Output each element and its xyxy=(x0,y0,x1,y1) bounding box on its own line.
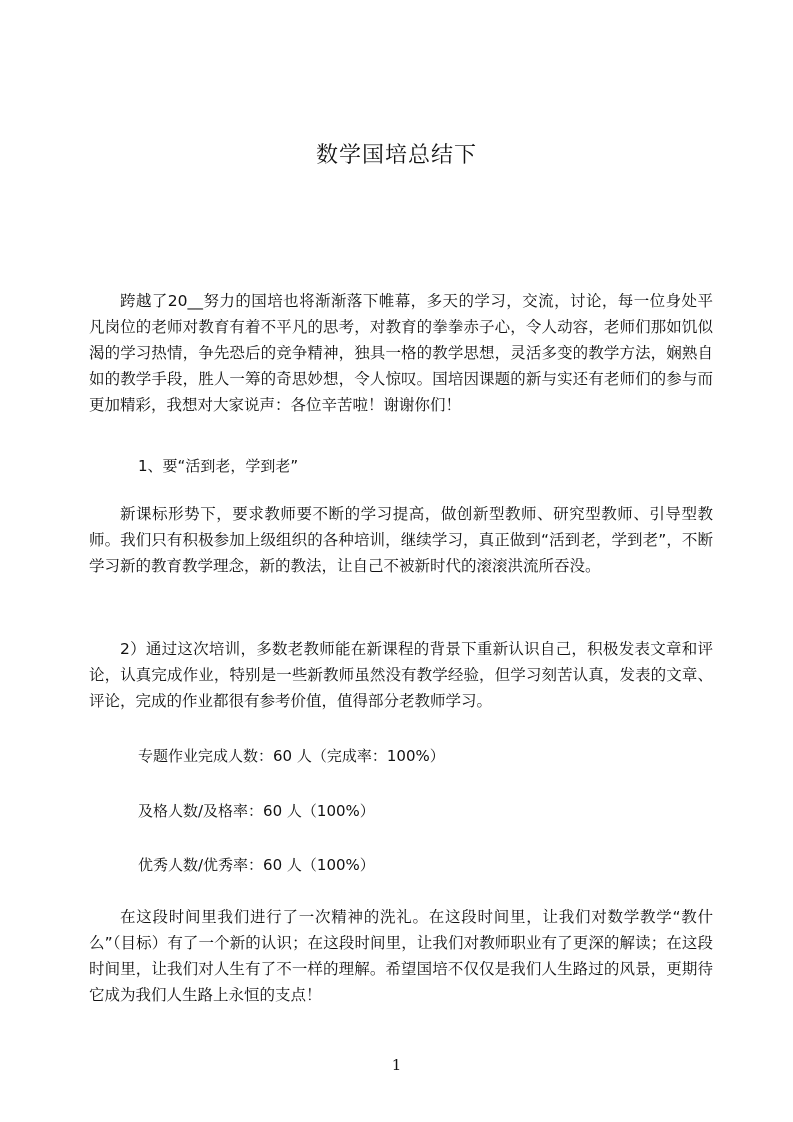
section-heading: 1、要“活到老，学到老” xyxy=(138,457,299,475)
page-title: 数学国培总结下 xyxy=(315,143,477,168)
excellent-stat: 优秀人数/优秀率：60 人（100%） xyxy=(138,856,375,874)
completion-stat: 专题作业完成人数：60 人（完成率：100%） xyxy=(138,747,445,765)
closing-paragraph: 在这段时间里我们进行了一次精神的洗礼。在这段时间里，让我们对数学教学“教什么”（目标）有了一个新的认识；在这段时间里，让我们对教师职业有了更深的解读；在这段时间里，让我们对人生有了不一样的理解。希望国培不仅仅是我们人生路过的风景，更期待它成为我们人生路上永恒的支点！ xyxy=(89,908,713,1004)
pass-stat: 及格人数/及格率：60 人（100%） xyxy=(138,802,375,820)
training-paragraph: 2）通过这次培训，多数老教师能在新课程的背景下重新认识自己，积极发表文章和评论，认真完成作业，特别是一些新教师虽然没有教学经验，但学习刻苦认真，发表的文章、评论，完成的作业都很有参考价值，值得部分老教师学习。 xyxy=(89,640,713,710)
intro-paragraph: 跨越了20__努力的国培也将渐渐落下帷幕，多天的学习，交流，讨论，每一位身处平凡岗位的老师对教育有着不平凡的思考，对教育的拳拳赤子心，令人动容，老师们那如饥似渴的学习热情，争先恐后的竞争精神，独具一格的教学思想，灵活多变的教学方法，娴熟自如的教学手段，胜人一筹的奇思妙想，令人惊叹。国培因课题的新与实还有老师们的参与而更加精彩，我想对大家说声：各位辛苦啦！谢谢你们！ xyxy=(89,292,713,414)
learning-paragraph: 新课标形势下，要求教师要不断的学习提高，做创新型教师、研究型教师、引导型教师。我们只有积极参加上级组织的各种培训，继续学习，真正做到“活到老，学到老”，不断学习新的教育教学理念，新的教法，让自己不被新时代的滚滚洪流所吞没。 xyxy=(89,505,713,575)
page-number: 1 xyxy=(391,1056,402,1074)
